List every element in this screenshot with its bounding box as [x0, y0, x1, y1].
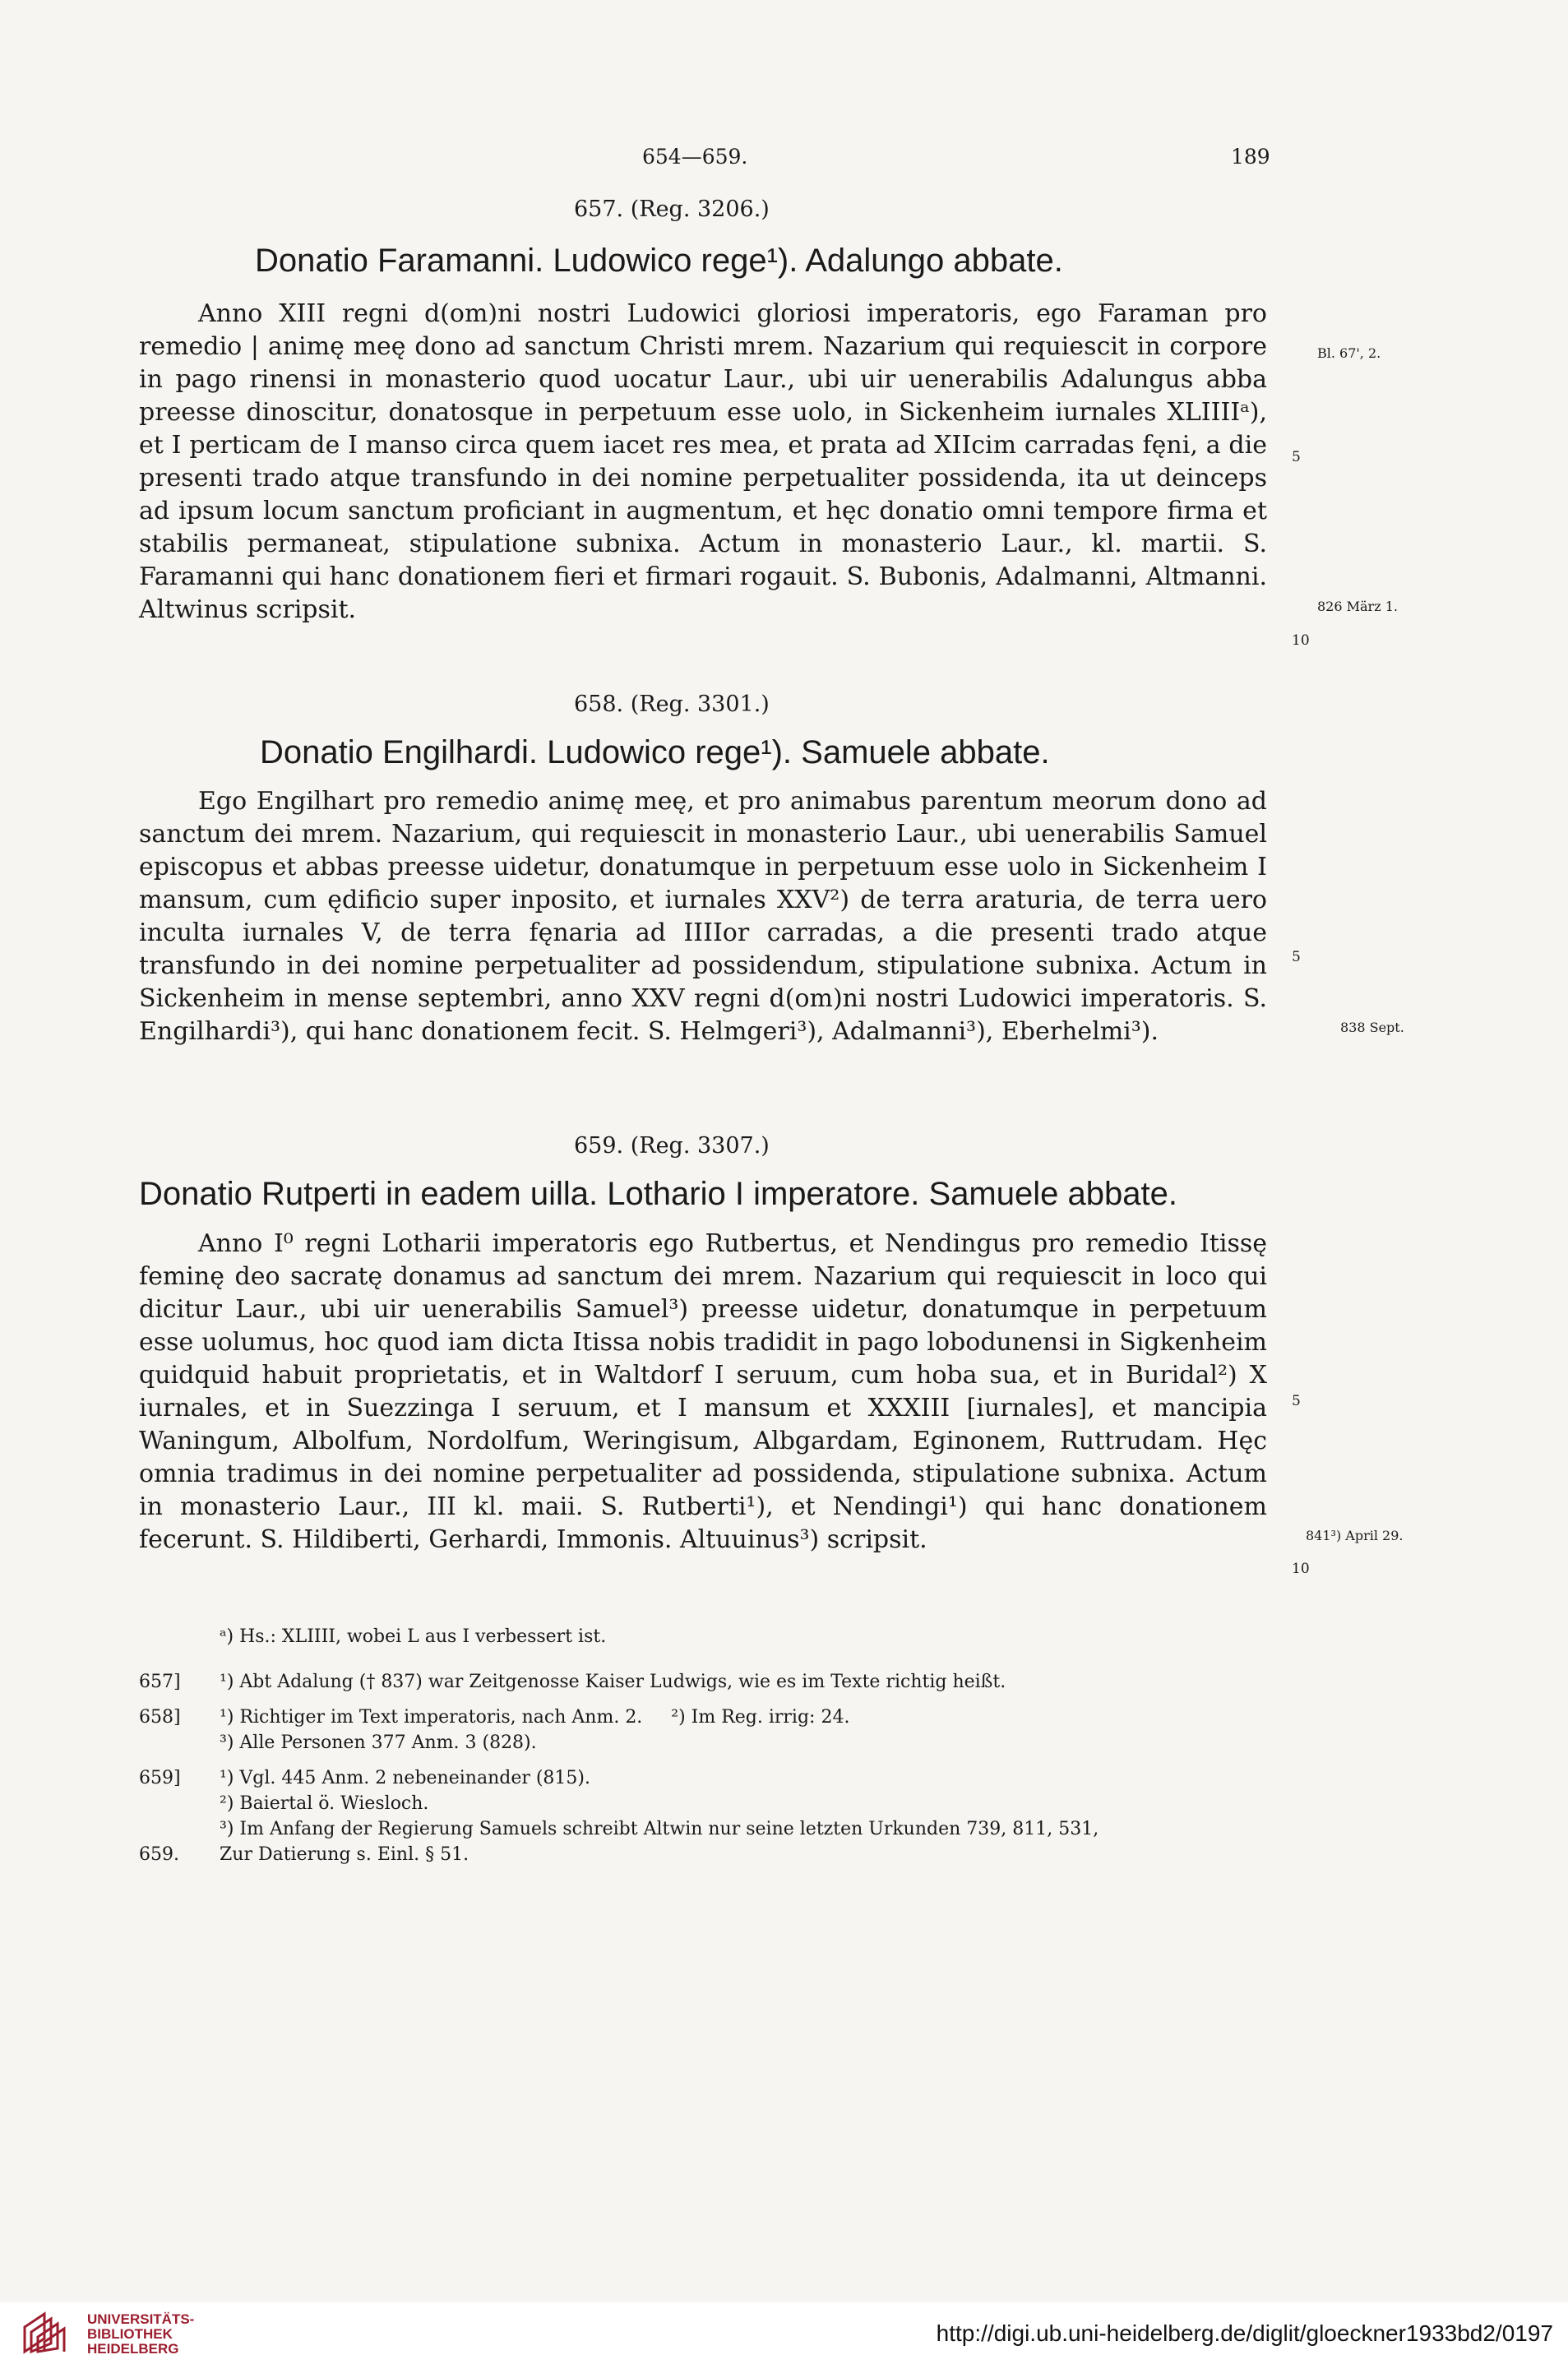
footnote: 659] ¹) Vgl. 445 Anm. 2 nebeneinander (815). [139, 1768, 590, 1788]
library-logo-icon [20, 2309, 72, 2357]
entry-text: Anno I⁰ regni Lotharii imperatoris ego Rutbertus, et Nendingus pro remedio Itissę feminę deo sacratę donamus ad sanctum dei mrem. Nazarium qui requiescit in loco qui dicitur Laur., ubi uir uenerabilis Samuel³) preesse uidetur, donatumque in perpetuum esse uolumus, hoc quod iam dicta Itissa nobis tradidit in pago lobodunensi in Sigkenheim quidquid habuit proprietatis, et in Waltdorf I seruum, cum hoba sua, et in Buridal²) X iurnales, et in Suezzinga I seruum, et I mansum et XXXIII [iurnales], et mancipia Waningum, Albolfum, Nordolfum, Weringisum, Albgardam, Eginonem, Ruttrudam. Hęc omnia tradimus in dei nomine perpetualiter ad possidenda, stipulatione subnixa. Actum in monasterio Laur., III kl. maii. S. Rutberti¹), et Nendingi¹) qui hanc donationem fecerunt. S. Hildiberti, Gerhardi, Immonis. Altuuinus³) scripsit. [139, 1229, 1267, 1554]
footnote: 658] ¹) Richtiger im Text imperatoris, nach Anm. 2. ²) Im Reg. irrig: 24. [139, 1707, 850, 1728]
running-head-range: 654—659. [642, 145, 748, 169]
margin-note: Bl. 67', 2. [1317, 345, 1381, 361]
entry-title: Donatio Engilhardi. Ludowico rege¹). Samuele abbate. [260, 734, 1050, 770]
footnote: 659. Zur Datierung s. Einl. § 51. [139, 1844, 469, 1865]
line-number: 5 [1292, 949, 1301, 965]
footnotes [139, 1624, 1290, 1867]
footnote: ³) Im Anfang der Regierung Samuels schreibt Altwin nur seine letzten Urkunden 739, 811, 531, [220, 1819, 1099, 1839]
entry-text: Anno XIII regni d(om)ni nostri Ludowici gloriosi imperatoris, ego Faraman pro remedio | animę meę dono ad sanctum Christi mrem. Nazarium qui requiescit in corpore in pago rinensi in monasterio quod uocatur Laur., ubi uir uenerabilis Adalungus abba preesse dinoscitur, donatosque in perpetuum esse uolo, in Sickenheim iurnales XLIIIIᵃ), et I perticam de I manso circa quem iacet res mea, et prata ad XIIcim carradas fęni, a die presenti trado atque transfundo in dei nomine perpetualiter possidenda, ita ut deinceps ad ipsum locum sanctum proficiant in augmentum, et hęc donatio omni tempore firma et stabilis permaneat, stipulatione subnixa. Actum in monasterio Laur., kl. martii. S. Faramanni qui hanc donationem fieri et firmari rogauit. S. Bubonis, Adalmanni, Altmanni. Altwinus scripsit. [139, 299, 1267, 624]
footnote: ³) Alle Personen 377 Anm. 3 (828). [220, 1733, 537, 1753]
source-url-link[interactable]: http://digi.ub.uni-heidelberg.de/diglit/gloeckner1933bd2/0197 [936, 2320, 1553, 2346]
footnote: 657] ¹) Abt Adalung († 837) war Zeitgenosse Kaiser Ludwigs, wie es im Texte richtig heißt. [139, 1672, 1006, 1692]
library-name: UNIVERSITÄTS- BIBLIOTHEK HEIDELBERG [87, 2311, 195, 2357]
library-footer [0, 2302, 1568, 2364]
entry-title: Donatio Rutperti in eadem uilla. Lothario I imperatore. Samuele abbate. [139, 1176, 1177, 1212]
footnote: ᵃ) Hs.: XLIIII, wobei L aus I verbessert ist. [220, 1626, 607, 1647]
footnote: ²) Baiertal ö. Wiesloch. [220, 1793, 429, 1814]
margin-note: 838 Sept. [1340, 1020, 1404, 1035]
entry-text: Ego Engilhart pro remedio animę meę, et pro animabus parentum meorum dono ad sanctum dei mrem. Nazarium, qui requiescit in monasterio Laur., ubi uenerabilis Samuel episcopus et abbas preesse uidetur, donatumque in perpetuum esse uolo in Sickenheim I mansum, cum ędificio super inposito, et iurnales XXV²) de terra araturia, de terra uero inculta iurnales V, de terra fęnaria ad IIIIor carradas, a die presenti trado atque transfundo in dei nomine perpetualiter ad possidendum, stipulatione subnixa. Actum in Sickenheim in mense septembri, anno XXV regni d(om)ni nostri Ludowici imperatoris. S. Engilhardi³), qui hanc donationem fecit. S. Helmgeri³), Adalmanni³), Eberhelmi³). [139, 787, 1267, 1046]
entry-number: 657. (Reg. 3206.) [574, 197, 770, 222]
line-number: 5 [1292, 1393, 1301, 1409]
entry-number: 658. (Reg. 3301.) [574, 692, 770, 717]
page-number: 189 [1231, 145, 1270, 169]
margin-note: 826 März 1. [1317, 599, 1398, 614]
margin-note: 841³) April 29. [1306, 1528, 1404, 1543]
line-number: 10 [1292, 1561, 1310, 1577]
entry-number: 659. (Reg. 3307.) [574, 1133, 770, 1159]
line-number: 10 [1292, 632, 1310, 649]
line-number: 5 [1292, 449, 1301, 465]
entry-title: Donatio Faramanni. Ludowico rege¹). Adalungo abbate. [255, 243, 1063, 279]
